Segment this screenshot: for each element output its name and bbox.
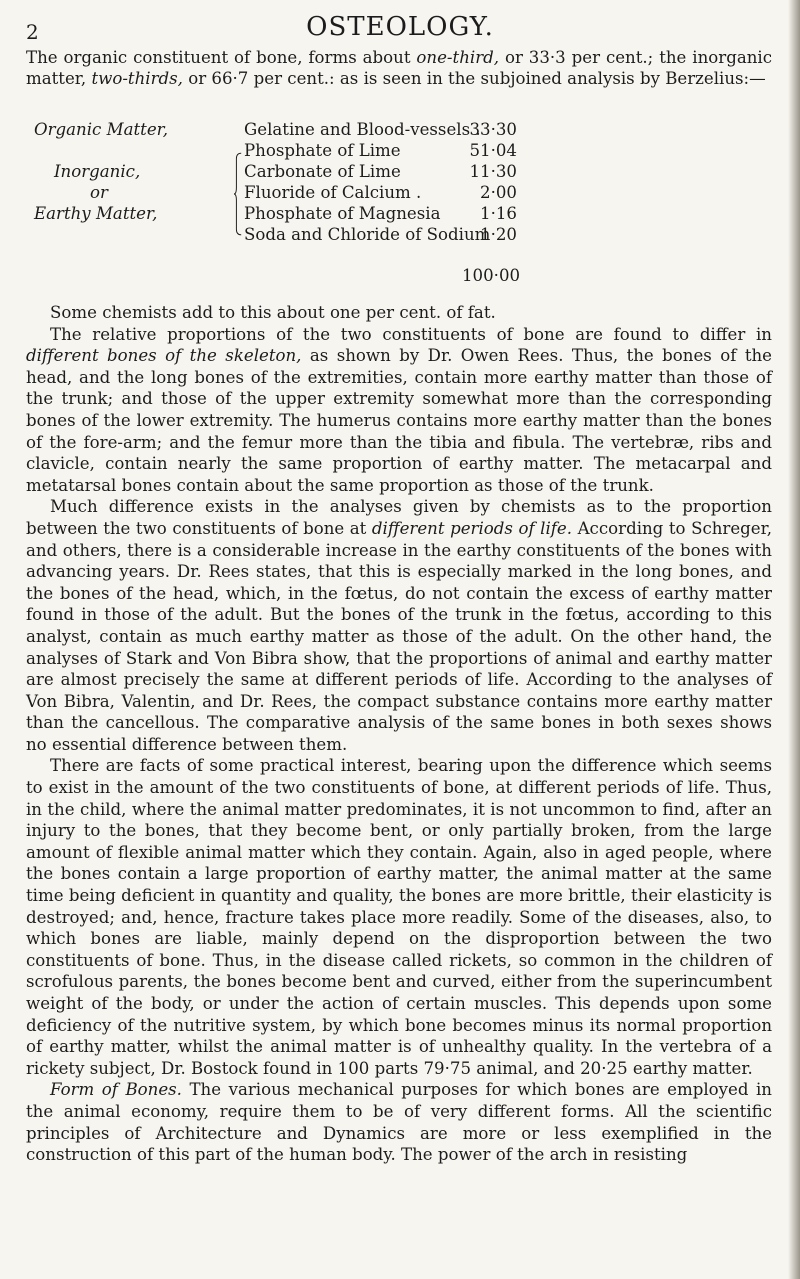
intro-emph-two-thirds: two-thirds,	[91, 69, 183, 88]
intro-text-1: The organic constituent of bone, forms about	[26, 48, 417, 67]
intro-text-2: or 33·3 per cent.; the inorganic matter,	[26, 48, 773, 88]
component-value: 2·00	[480, 183, 517, 202]
label-inorganic: Inorganic,	[54, 162, 141, 181]
body-text	[26, 302, 772, 1166]
p5-emph: Form of Bones.	[50, 1080, 182, 1100]
component-name: Phosphate of Magnesia	[244, 204, 441, 223]
component-name: Soda and Chloride of Sodium	[244, 225, 491, 244]
intro-text-3: or 66·7 per cent.: as is seen in the subjoined analysis by Berzelius:—	[182, 69, 766, 88]
p2-emph: different bones of the skeleton,	[26, 346, 302, 366]
component-name: Phosphate of Lime	[244, 141, 401, 160]
paragraph-periods-of-life	[26, 496, 772, 755]
component-value: 33·30	[469, 120, 517, 139]
intro-emph-one-third: one-third,	[416, 48, 500, 67]
component-value: 1·16	[480, 204, 517, 223]
component-value: 51·04	[469, 141, 517, 160]
page-number: 2	[26, 20, 39, 44]
component-value: 1·20	[480, 225, 517, 244]
paragraph-practical-interest: There are facts of some practical interest, bearing upon the difference which seems to exist in the amount of the two constituents of bone, at different periods of life. Thus, in the child, where the animal matter predominates, it is not uncommon to find, after an injury to the bones, that they become bent, or only partially broken, from the large amount of flexible animal matter which they contain. Again, also in aged people, where the bones contain a large proportion of earthy matter, the animal matter at the same time being deficient in quantity and quality, the bones are more brittle, their elasticity is destroyed; and, hence, fracture takes place more readily. Some of the diseases, also, to which bones are liable, mainly depend on the disproportion between the two constituents of bone. Thus, in the disease called rickets, so common in the children of scrofulous parents, the bones become bent and curved, either from the superincumbent weight of the body, or under the action of certain muscles. This depends upon some deficiency of the nutritive system, by which bone becomes minus its normal proportion of earthy matter, whilst the animal matter is of unhealthy quality. In the vertebra of a rickety subject, Dr. Bostock found in 100 parts 79·75 animal, and 20·25 earthy matter.	[26, 756, 772, 1078]
paragraph-form-of-bones	[26, 1079, 772, 1165]
analysis-total: 100·00	[462, 266, 521, 285]
running-head: OSTEOLOGY.	[306, 12, 494, 42]
component-name: Fluoride of Calcium .	[244, 183, 422, 202]
component-value: 11·30	[469, 162, 517, 181]
paragraph-different-bones	[26, 324, 772, 497]
p5-text: The various mechanical purposes for which bones are employed in the animal economy, require them to be of very different forms. All the scientific principles of Architecture and Dynamics are more or less exemplified in the construction of this part of the human body. The power of the arch in resisting	[26, 1080, 772, 1165]
intro-paragraph	[26, 47, 772, 89]
brace-icon	[234, 142, 242, 246]
page-edge-shadow	[788, 0, 800, 1279]
label-organic-matter: Organic Matter,	[34, 120, 169, 139]
component-name: Carbonate of Lime	[244, 162, 401, 181]
label-or: or	[90, 183, 108, 202]
component-name: Gelatine and Blood-vessels .	[244, 120, 481, 139]
p2-text-1: The relative proportions of the two constituents of bone are found to differ in	[50, 324, 772, 344]
p3-text-2: According to Schreger, and others, there is a considerable increase in the earthy constituents of the bones with advancing years. Dr. Rees states, that this is especially marked in the long bones, and the bones of the head, which, in the fœtus, do not contain the excess of earthy matter found in those of the adult. But the bones of the trunk in the fœtus, according to this analyst, contain as much earthy matter as those of the adult. On the other hand, the analyses of Stark and Von Bibra show, that the proportions of animal and earthy matter are almost precisely the same at different periods of life. According to the analyses of Von Bibra, Valentin, and Dr. Rees, the compact substance contains more earthy matter than the cancellous. The comparative analysis of the same bones in both sexes shows no essential difference between them.	[26, 518, 773, 754]
label-earthy-matter: Earthy Matter,	[34, 204, 158, 223]
p3-text-1: Much difference exists in the analyses given by chemists as to the proportion between the two constituents of bone at	[26, 497, 772, 538]
p2-text-2: as shown by Dr. Owen Rees. Thus, the bones of the head, and the long bones of the extremities, contain more earthy matter than those of the trunk; and those of the upper extremity somewhat more than the corresponding bones of the lower extremity. The humerus contains more earthy matter than the bones of the fore-arm; and the femur more than the tibia and fibula. The vertebræ, ribs and clavicle, contain nearly the same proportion of earthy matter. The metacarpal and metatarsal bones contain about the same proportion as those of the trunk.	[26, 346, 772, 495]
paragraph-fat: Some chemists add to this about one per cent. of fat.	[50, 303, 496, 322]
p3-emph: different periods of life.	[371, 518, 573, 538]
